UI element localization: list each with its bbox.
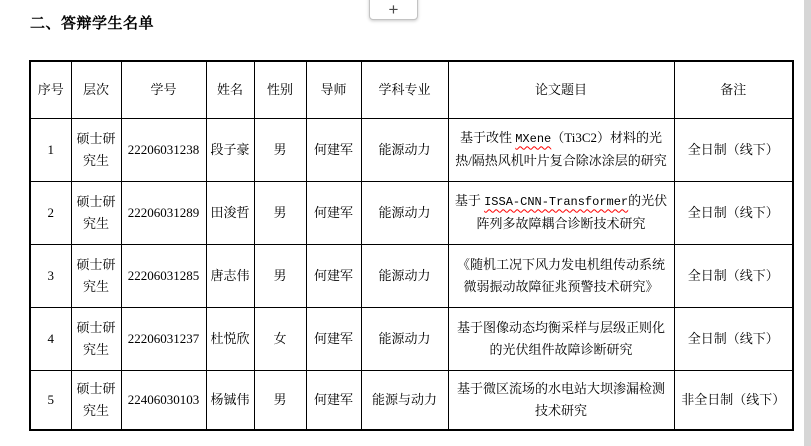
cell-gender: 女 <box>254 307 306 370</box>
cell-level: 硕士研究生 <box>71 244 121 307</box>
cell-student-id: 22206031237 <box>121 307 206 370</box>
cell-level: 硕士研究生 <box>71 370 121 430</box>
table-row <box>30 370 793 430</box>
column-header: 学号 <box>121 61 206 118</box>
cell-advisor: 何建军 <box>306 244 361 307</box>
thesis-text: 《随机工况下风力发电机组传动系统微弱振动故障征兆预警技术研究》 <box>456 257 665 294</box>
cell-thesis-title <box>448 118 674 181</box>
column-header: 序号 <box>30 61 71 118</box>
cell-student-id: 22206031289 <box>121 181 206 244</box>
table-body <box>30 118 793 430</box>
thesis-text: 的光伏阵列多故障耦合诊断技术研究 <box>476 193 668 232</box>
plus-icon: + <box>388 0 399 19</box>
cell-gender: 男 <box>254 181 306 244</box>
cell-name: 杨铖伟 <box>206 370 254 430</box>
cell-name: 段子豪 <box>206 118 254 181</box>
cell-name: 田浚哲 <box>206 181 254 244</box>
column-header: 备注 <box>674 61 793 118</box>
misspelled-term: ISSA-CNN-Transformer <box>484 195 629 210</box>
cell-gender: 男 <box>254 370 306 430</box>
cell-thesis-title <box>448 244 674 307</box>
thesis-text: （Ti3C2）材料的光热/隔热风机叶片复合除冰涂层的研究 <box>455 130 667 169</box>
cell-student-id: 22206031285 <box>121 244 206 307</box>
cell-level: 硕士研究生 <box>71 118 121 181</box>
cell-index: 4 <box>30 307 71 370</box>
cell-advisor: 何建军 <box>306 307 361 370</box>
cell-thesis-title <box>448 370 674 430</box>
cell-thesis-title <box>448 307 674 370</box>
cell-major: 能源动力 <box>361 181 448 244</box>
thesis-text: 基于 <box>454 193 485 209</box>
cell-name: 杜悦欣 <box>206 307 254 370</box>
cell-remark: 全日制（线下） <box>674 244 793 307</box>
cell-gender: 男 <box>254 244 306 307</box>
cell-major: 能源动力 <box>361 244 448 307</box>
table-row <box>30 307 793 370</box>
thesis-text: 基于改性 <box>459 130 516 146</box>
thesis-text: 基于图像动态均衡采样与层级正则化的光伏组件故障诊断研究 <box>456 320 665 357</box>
cell-advisor: 何建军 <box>306 118 361 181</box>
cell-level: 硕士研究生 <box>71 181 121 244</box>
cell-major: 能源与动力 <box>361 370 448 430</box>
cell-gender: 男 <box>254 118 306 181</box>
table-row <box>30 118 793 181</box>
table-header-row <box>30 61 793 118</box>
cell-remark: 非全日制（线下） <box>674 370 793 430</box>
cell-advisor: 何建军 <box>306 370 361 430</box>
scrollbar-track[interactable] <box>804 0 811 446</box>
column-header: 姓名 <box>206 61 254 118</box>
column-header: 导师 <box>306 61 361 118</box>
thesis-text: 基于微区流场的水电站大坝渗漏检测技术研究 <box>456 381 665 418</box>
cell-index: 3 <box>30 244 71 307</box>
cell-student-id: 22406030103 <box>121 370 206 430</box>
cell-name: 唐志伟 <box>206 244 254 307</box>
cell-major: 能源动力 <box>361 307 448 370</box>
column-header: 论文题目 <box>448 61 674 118</box>
table-row <box>30 244 793 307</box>
column-header: 学科专业 <box>361 61 448 118</box>
cell-level: 硕士研究生 <box>71 307 121 370</box>
section-title: 二、答辩学生名单 <box>30 15 155 32</box>
cell-remark: 全日制（线下） <box>674 307 793 370</box>
cell-remark: 全日制（线下） <box>674 181 793 244</box>
cell-advisor: 何建军 <box>306 181 361 244</box>
cell-thesis-title <box>448 181 674 244</box>
column-header: 层次 <box>71 61 121 118</box>
cell-major: 能源动力 <box>361 118 448 181</box>
cell-remark: 全日制（线下） <box>674 118 793 181</box>
column-header: 性别 <box>254 61 306 118</box>
zoom-in-button[interactable] <box>369 0 418 20</box>
table-row <box>30 181 793 244</box>
cell-index: 1 <box>30 118 71 181</box>
cell-index: 5 <box>30 370 71 430</box>
misspelled-term: MXene <box>515 132 552 147</box>
defense-student-table <box>29 60 794 431</box>
cell-index: 2 <box>30 181 71 244</box>
cell-student-id: 22206031238 <box>121 118 206 181</box>
